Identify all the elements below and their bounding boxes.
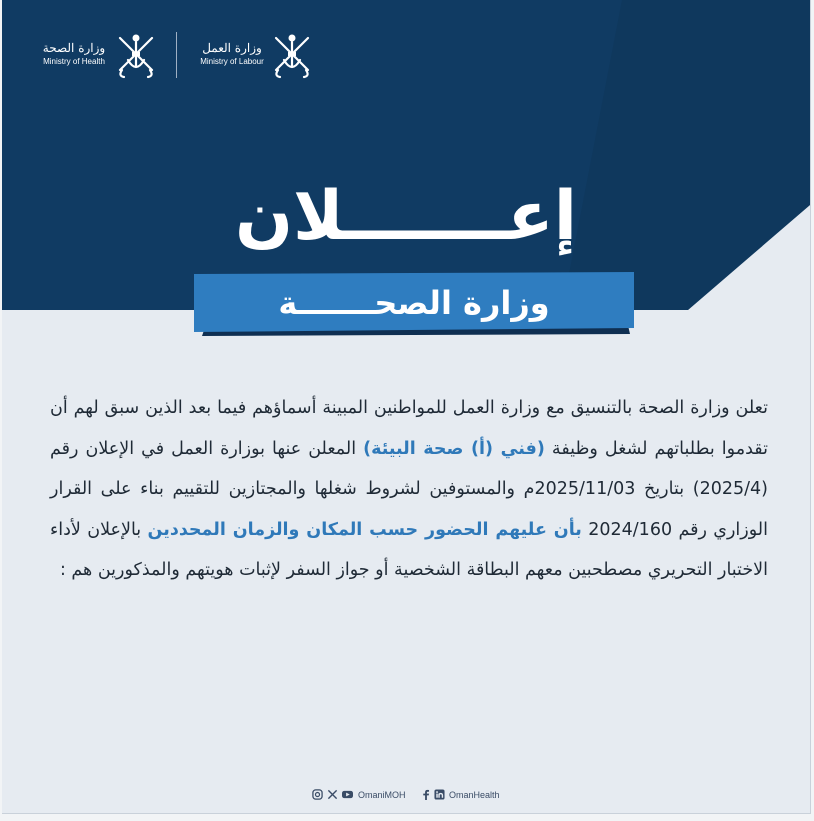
body-closing: بالإعلان لأداء الاختبار التحريري مصطحبين معهم البطاقة الشخصية أو جواز السفر لإثبات هويتهم والمذكورين هم : bbox=[50, 519, 768, 580]
oman-emblem-icon bbox=[270, 30, 314, 80]
x-icon[interactable] bbox=[327, 789, 338, 800]
logo-divider bbox=[176, 32, 177, 78]
handle-omanhealth[interactable]: OmanHealth bbox=[449, 790, 500, 800]
ministry-of-health-wordmark bbox=[38, 40, 110, 68]
body-details: المعلن عنها بوزارة العمل في الإعلان رقم (2025/4) بتاريخ 2025/11/03م والمستوفين لشروط شغلها والمجتازين للتقييم بناء على القرار الوزاري رقم 2024/160 bbox=[50, 438, 768, 540]
ministry-of-labour-wordmark bbox=[196, 40, 268, 68]
ministry-banner bbox=[194, 272, 634, 338]
youtube-icon[interactable] bbox=[341, 789, 354, 800]
oman-emblem-icon bbox=[114, 30, 158, 80]
ministry-of-health-english: Ministry of Health bbox=[43, 57, 105, 66]
announcement-poster bbox=[2, 0, 811, 814]
linkedin-icon[interactable] bbox=[434, 789, 445, 800]
instagram-icon[interactable] bbox=[312, 789, 323, 800]
ministry-of-labour-arabic: وزارة العمل bbox=[202, 41, 262, 55]
social-footer bbox=[2, 786, 810, 806]
announcement-title: إعـــــــلان bbox=[234, 177, 578, 256]
ministry-of-health-arabic: وزارة الصحة bbox=[42, 41, 106, 55]
attendance-notice: بأن عليهم الحضور حسب المكان والزمان المحددين bbox=[147, 519, 582, 540]
ministry-of-labour-logo bbox=[196, 28, 326, 84]
announcement-body bbox=[50, 388, 768, 591]
handle-omanimoh[interactable]: OmaniMOH bbox=[358, 790, 406, 800]
facebook-icon[interactable] bbox=[422, 789, 430, 800]
ministry-of-health-logo bbox=[38, 28, 168, 84]
ministry-logos bbox=[2, 28, 810, 84]
banner-title: وزارة الصحـــــــة bbox=[278, 284, 550, 322]
ministry-of-labour-english: Ministry of Labour bbox=[200, 57, 264, 66]
body-intro: تعلن وزارة الصحة بالتنسيق مع وزارة العمل للمواطنين المبينة أسماؤهم فيما بعد الذين سبق لهم أن تقدموا بطلباتهم لشغل وظيفة bbox=[50, 398, 768, 459]
job-title: (فني (أ) صحة البيئة) bbox=[363, 438, 545, 459]
